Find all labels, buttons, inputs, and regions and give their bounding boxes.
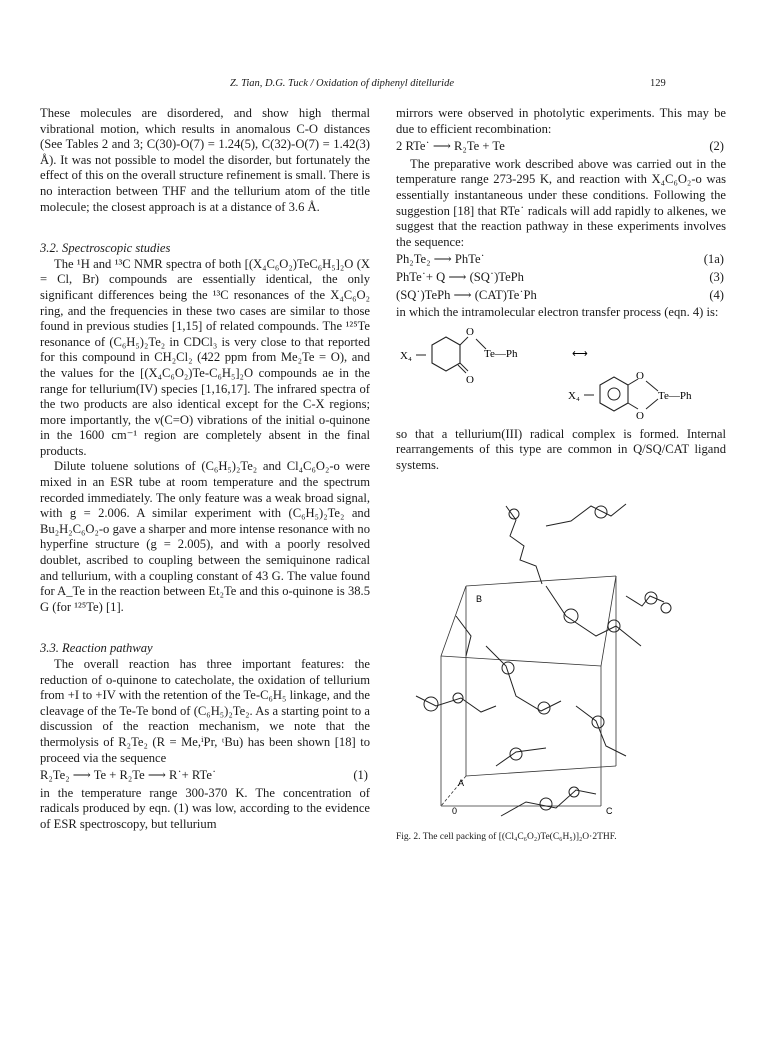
paragraph: The overall reaction has three important features: the reduction of o-quinone to catecholate, the oxidation of tellurium from +I to +IV with the retention of the Te-C₆H₅ linkage, and the cleavage of the Te-Te bond of (C₆H₅)₂Te₂. As a starting point to a discussion of the reaction mechanism, we note that the thermolysis of R₂Te₂ (R = Me,ⁱPr, ᵗBu) has been shown [18] to proceed via the sequence	[40, 657, 370, 765]
chem-label: O	[466, 325, 474, 338]
equation-text: 2 RTe˙ ⟶ R₂Te + Te	[396, 139, 505, 154]
equilibrium-arrow: ⟷	[572, 347, 588, 360]
equation-1a	[396, 252, 726, 268]
chem-label: O	[636, 409, 644, 421]
paragraph: so that a tellurium(III) radical complex is formed. Internal rearrangements of this type are common in Q/SQ/CAT ligand systems.	[396, 426, 726, 472]
chem-label: Te—Ph	[658, 389, 692, 402]
equation-number: (1)	[353, 768, 368, 783]
equation-text: R₂Te₂ ⟶ Te + R₂Te ⟶ R˙+ RTe˙	[40, 768, 217, 783]
page-number: 129	[650, 78, 666, 89]
equation-3	[396, 270, 726, 286]
chem-label: Te—Ph	[484, 347, 518, 360]
axis-label-c: C	[606, 805, 613, 816]
page-header	[0, 78, 768, 94]
equation-number: (3)	[709, 269, 724, 284]
paragraph: mirrors were observed in photolytic experiments. This may be due to efficient recombination:	[396, 106, 726, 136]
paragraph: in which the intramolecular electron transfer process (eqn. 4) is:	[396, 305, 719, 320]
paragraph: The preparative work described above was carried out in the temperature range 273-295 K, and reaction with X₄C₆O₂-o was essentially instantaneous under these conditions. Following the suggestion [18] that RTe˙ radicals will add rapidly to alkenes, we suggest that the reaction pathway in these experiments involves the sequence:	[396, 156, 726, 249]
figure-caption: Fig. 2. The cell packing of [(Cl₄C₆O₂)Te(C₆H₅)]₂O·2THF.	[396, 831, 617, 842]
chem-label: X₄	[400, 349, 412, 362]
cell-packing-illustration	[396, 486, 726, 826]
equation-text: Ph₂Te₂ ⟶ PhTe˙	[396, 252, 485, 267]
section-heading: 3.2. Spectroscopic studies	[40, 241, 171, 256]
equation-1	[40, 768, 370, 784]
running-head: Z. Tian, D.G. Tuck / Oxidation of diphenyl ditelluride	[230, 78, 454, 89]
equation-number: (2)	[709, 139, 724, 154]
section-heading: 3.3. Reaction pathway	[40, 641, 153, 656]
paragraph: These molecules are disordered, and show high thermal vibrational motion, which results in anomalous C-O distances (See Tables 2 and 3; C(30)-O(7) = 1.24(5), C(32)-O(7) = 1.42(3) Å). It was not possible to model the disorder, but fortunately the effect of this on the overall structure refinement is small. There is no interaction between THF and the tellurium atom of the title molecule; the closest approach is at a distance of 3.6 Å.	[40, 106, 370, 214]
equation-2	[396, 139, 726, 155]
right-column	[396, 106, 726, 842]
chem-label: X₄	[568, 389, 580, 402]
paragraph: The ¹H and ¹³C NMR spectra of both [(X₄C₆O₂)TeC₆H₅]₂O (X = Cl, Br) compounds are essentially identical, the only significant differences being the ¹³C resonances of the X₄C₆O₂ ring, and the frequencies in these two cases are similar to those found in previous studies [1,15] of related compounds. The ¹²⁵Te resonance of (C₆H₅)₂Te₂ in CDCl₃ is very close to that reported for this compound in CH₂Cl₂ (422 ppm from Me₂Te = O), and the values for the [(X₄C₆O₂)Te-C₆H₅]₂O compounds ae in the range for tellurium(IV) species [1,16,17]. The infrared spectra of the two products are also identical except for the C-X regions; more importantly, the ν(C=O) vibrations of the initial o-quinone in the 1600 cm⁻¹ region are completely absent in the final products.	[40, 256, 370, 458]
equation-number: (4)	[709, 287, 724, 302]
equation-text: PhTe˙+ Q ⟶ (SQ˙)TePh	[396, 269, 524, 284]
equation-text: (SQ˙)TePh ⟶ (CAT)Te˙Ph	[396, 287, 537, 302]
equation-4	[396, 288, 726, 304]
left-column	[40, 106, 370, 833]
chem-label: O	[636, 369, 644, 382]
paragraph: in the temperature range 300-370 K. The concentration of radicals produced by eqn. (1) was low, according to the evidence of ESR spectroscopy, but tellurium	[40, 785, 370, 831]
paragraph: Dilute toluene solutions of (C₆H₅)₂Te₂ and Cl₄C₆O₂-o were mixed in an ESR tube at room temperature and the spectrum recorded immediately. The only feature was a weak broad signal, with g = 2.006. A similar experiment with (C₆H₅)₂Te₂ and Bu₂H₂C₆O₂-o gave a sharper and more intense resonance with no hyperfine structure (g = 2.005), and with a poorly resolved doublet, ascribed to coupling between the semiquinone radical and tellurium, with a coupling constant of 43 G. The value found for A_Te in the reaction between Et₂Te and this o-quinone is 38.5 G (for ¹²⁵Te) [1].	[40, 459, 370, 614]
electron-transfer-scheme	[396, 325, 726, 421]
origin-label: 0	[452, 805, 458, 816]
chem-label: O	[466, 373, 474, 386]
equation-number: (1a)	[703, 252, 724, 267]
figure-2	[396, 486, 726, 842]
axis-label-b: B	[476, 593, 483, 604]
axis-label-a: A	[458, 777, 465, 788]
